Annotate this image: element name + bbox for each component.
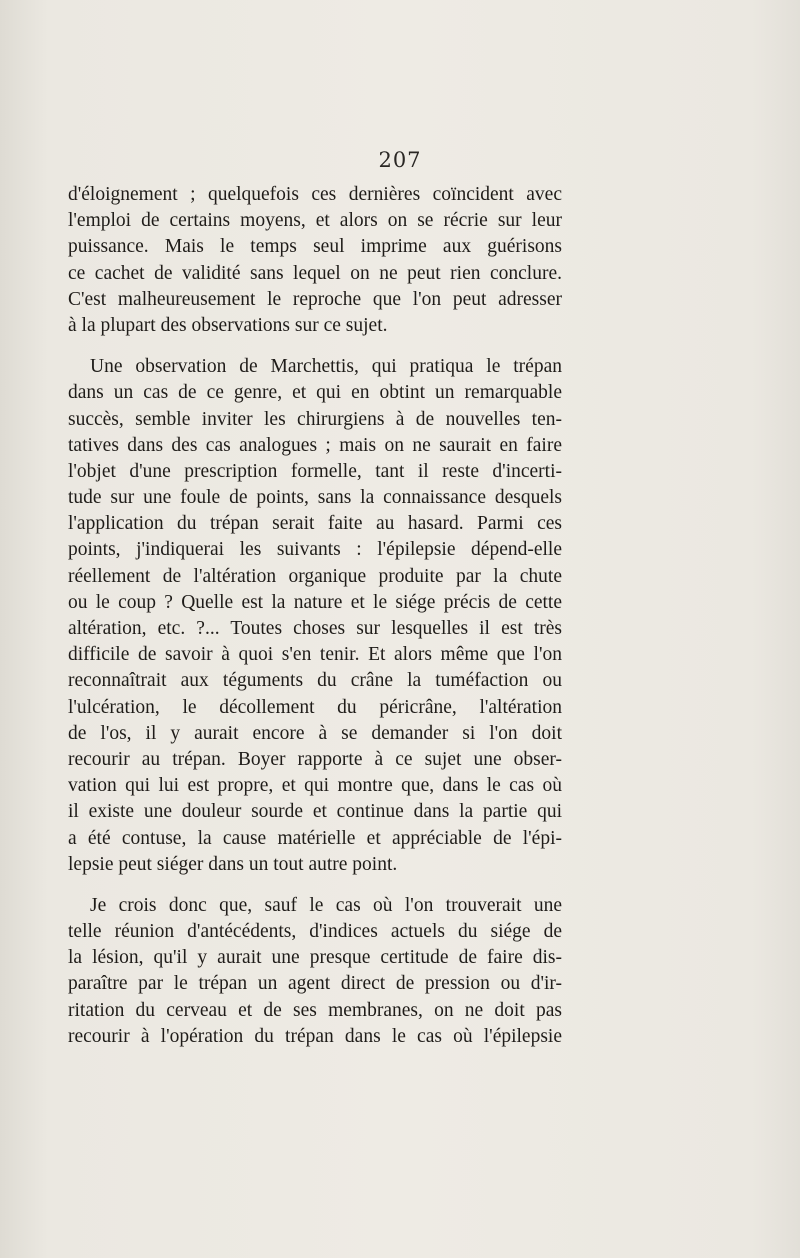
text-line: Une observation de Marchettis, qui pratiqua le trépan <box>90 356 562 378</box>
text-line: reconnaîtrait aux téguments du crâne la tuméfaction ou <box>68 670 562 692</box>
text-line: succès, semble inviter les chirurgiens à de nouvelles ten- <box>68 408 562 430</box>
paragraph-3 <box>68 893 562 1050</box>
text-line: tude sur une foule de points, sans la connaissance desquels <box>68 487 562 509</box>
text-line: ce cachet de validité sans lequel on ne peut rien conclure. <box>68 262 562 284</box>
text-line: ou le coup ? Quelle est la nature et le siége précis de cette <box>68 591 562 613</box>
text-line: l'ulcération, le décollement du péricrâne, l'altération <box>68 696 562 718</box>
text-line: points, j'indiquerai les suivants : l'épilepsie dépend-elle <box>68 539 562 561</box>
text-line: recourir au trépan. Boyer rapporte à ce sujet une obser- <box>68 748 562 770</box>
text-line: l'application du trépan serait faite au hasard. Parmi ces <box>68 513 562 535</box>
text-line: de l'os, il y aurait encore à se demander si l'on doit <box>68 722 562 744</box>
text-line: lepsie peut siéger dans un tout autre point. <box>68 853 398 875</box>
text-line: dans un cas de ce genre, et qui en obtint un remarquable <box>68 382 562 404</box>
text-line: d'éloignement ; quelquefois ces dernières coïncident avec <box>68 184 562 205</box>
text-line: C'est malheureusement le reproche que l'on peut adresser <box>68 288 562 310</box>
text-line: la lésion, qu'il y aurait une presque certitude de faire dis- <box>68 947 562 969</box>
text-line: tatives dans des cas analogues ; mais on ne saurait en faire <box>68 434 562 456</box>
text-line: l'objet d'une prescription formelle, tant il reste d'incerti- <box>68 460 562 482</box>
text-line: il existe une douleur sourde et continue dans la partie qui <box>68 801 562 823</box>
text-line: paraître par le trépan un agent direct de pression ou d'ir- <box>68 973 562 995</box>
paragraph-2 <box>68 354 562 878</box>
text-line: ritation du cerveau et de ses membranes, on ne doit pas <box>68 999 562 1021</box>
paragraph-1 <box>68 182 562 339</box>
body-text <box>68 182 562 1050</box>
text-line: recourir à l'opération du trépan dans le cas où l'épilepsie <box>68 1025 562 1047</box>
text-line: difficile de savoir à quoi s'en tenir. Et alors même que l'on <box>68 644 562 666</box>
page-number: 207 <box>378 148 422 172</box>
text-line: telle réunion d'antécédents, d'indices actuels du siége de <box>68 921 562 943</box>
text-line: réellement de l'altération organique produite par la chute <box>68 565 562 587</box>
text-line: vation qui lui est propre, et qui montre que, dans le cas où <box>68 775 562 797</box>
text-line: puissance. Mais le temps seul imprime aux guérisons <box>68 236 562 258</box>
text-line: a été contuse, la cause matérielle et appréciable de l'épi- <box>68 827 562 849</box>
text-line: Je crois donc que, sauf le cas où l'on trouverait une <box>90 894 562 916</box>
text-line: l'emploi de certains moyens, et alors on se récrie sur leur <box>68 210 562 232</box>
text-line: à la plupart des observations sur ce sujet. <box>68 314 388 336</box>
text-line: altération, etc. ?... Toutes choses sur lesquelles il est très <box>68 618 562 639</box>
